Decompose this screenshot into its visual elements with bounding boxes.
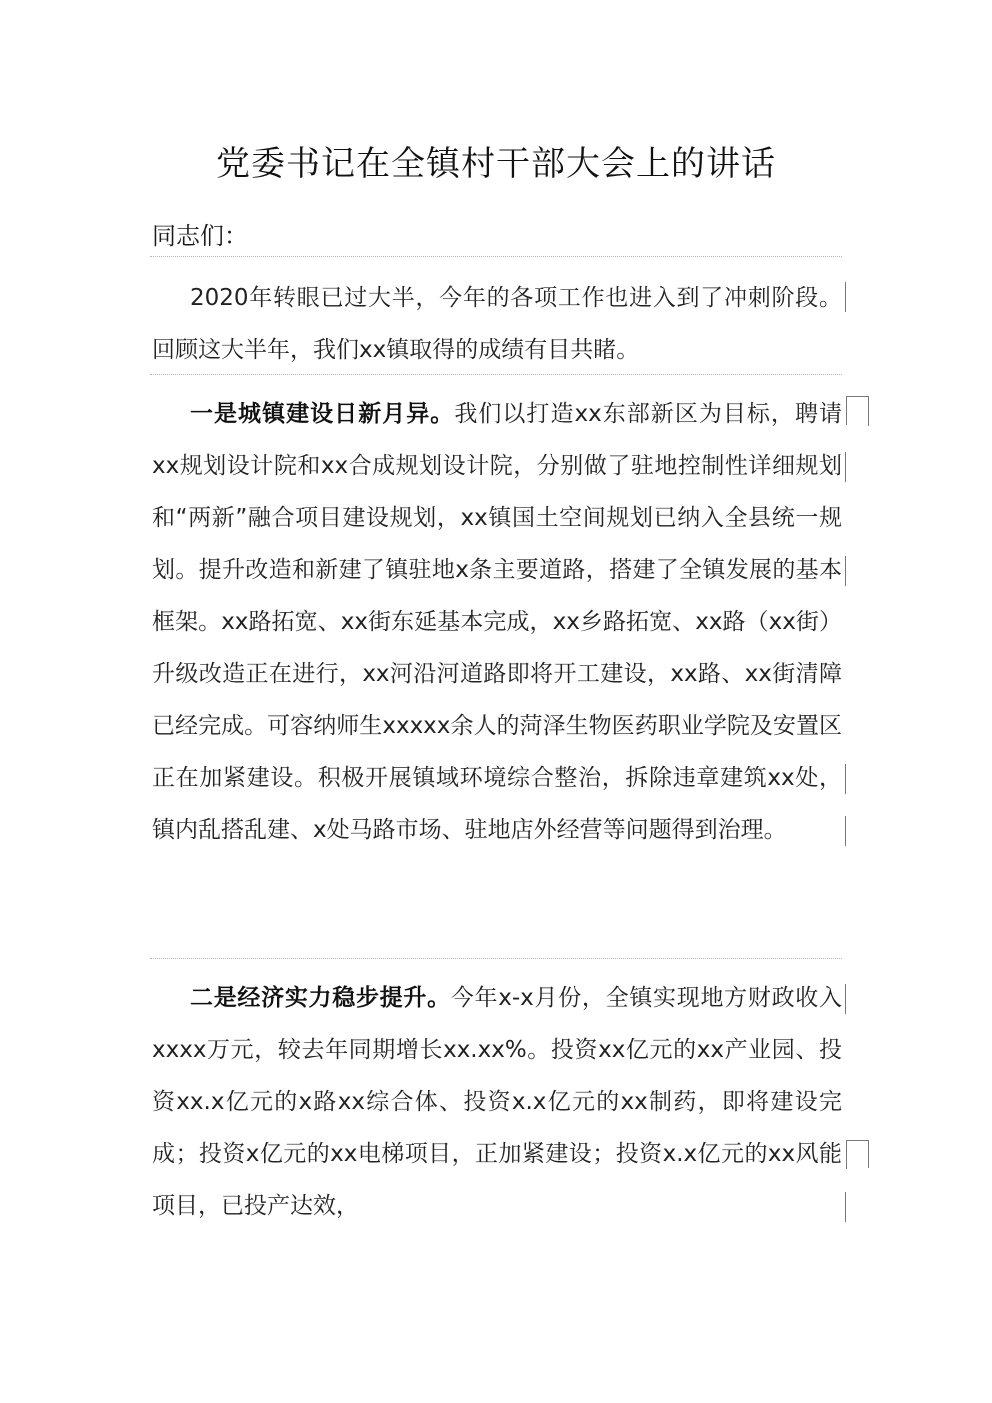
salutation: 同志们： (152, 222, 248, 250)
divider (150, 958, 842, 959)
margin-marker (868, 1140, 869, 1168)
margin-corner-marker (846, 1140, 869, 1169)
margin-marker (845, 764, 846, 794)
section-1-body: 我们以打造xx东部新区为目标，聘请xx规划设计院和xx合成规划设计院，分别做了驻地控制性详细规划和“两新”融合项目建设规划，xx镇国土空间规划已纳入全县统一规划。提升改造和新建了镇驻地x条主要道路，搭建了全镇发展的基本框架。xx路拓宽、xx街东延基本完成，xx乡路拓宽、xx路（xx街）升级改造正在进行，xx河沿河道路即将开工建设，xx路、xx街清障已经完成。可容纳师生xxxxx余人的菏泽生物医药职业学院及安置区正在加紧建设。积极开展镇域环境综合整治，拆除违章建筑xx处，镇内乱搭乱建、x处马路市场、驻地店外经营等问题得到治理。 (152, 401, 842, 843)
margin-marker (845, 1192, 846, 1222)
section-1-heading: 一是城镇建设日新月异。 (190, 401, 455, 427)
page-title: 党委书记在全镇村干部大会上的讲话 (216, 144, 776, 184)
margin-marker (845, 556, 846, 586)
margin-marker (868, 396, 869, 426)
margin-marker (845, 984, 846, 1014)
margin-marker (845, 452, 846, 482)
section-2-heading: 二是经济实力稳步提升。 (190, 985, 451, 1011)
section-1-paragraph (152, 388, 842, 856)
margin-marker (845, 816, 846, 846)
section-2-paragraph (152, 972, 842, 1232)
divider (150, 256, 842, 257)
margin-marker (845, 282, 846, 312)
margin-corner-marker (846, 396, 869, 425)
intro-paragraph: 2020年转眼已过大半，今年的各项工作也进入到了冲刺阶段。回顾这大半年，我们xx镇取得的成绩有目共睹。 (152, 285, 842, 363)
section-2-body: 今年x-x月份，全镇实现地方财政收入xxxx万元，较去年同期增长xx.xx%。投资xx亿元的xx产业园、投资xx.x亿元的x路xx综合体、投资x.x亿元的xx制药，即将建设完成；投资x亿元的xx电梯项目，正加紧建设；投资x.x亿元的xx风能项目，已投产达效， (152, 985, 843, 1219)
divider (150, 374, 842, 375)
